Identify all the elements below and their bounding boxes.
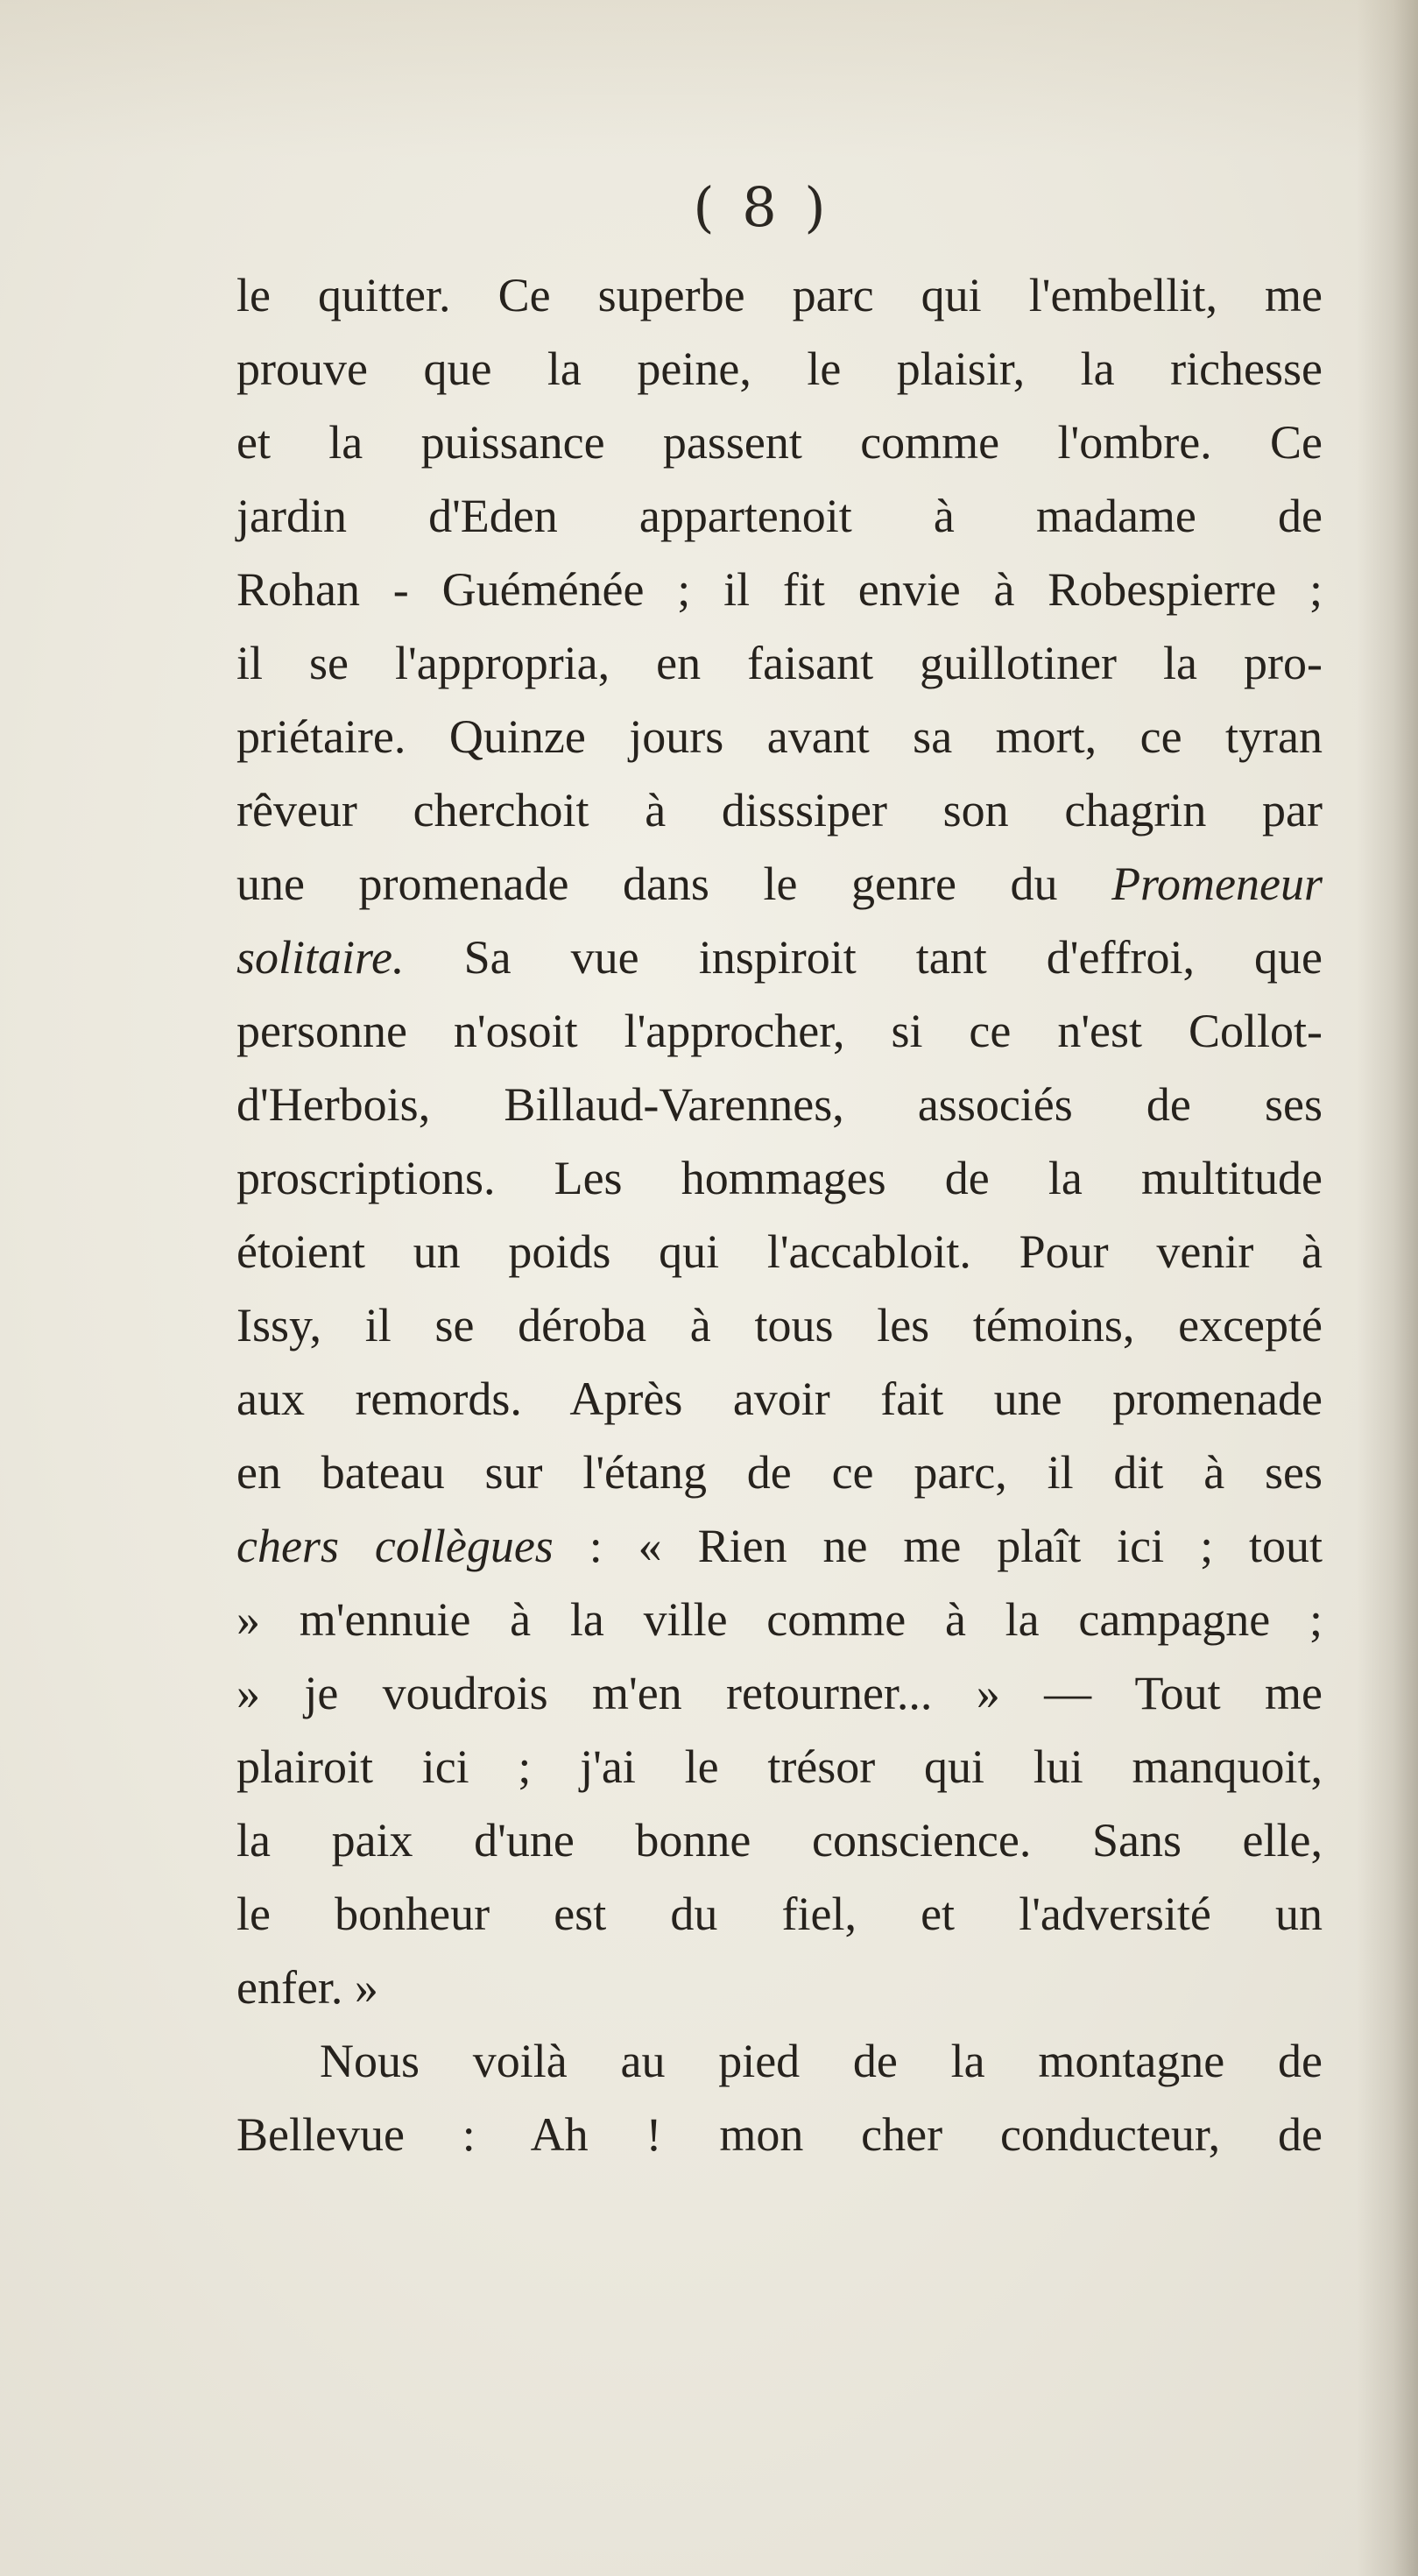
body-text	[236, 258, 1323, 2171]
text-line: et la puissance passent comme l'ombre. Ce	[236, 416, 1323, 469]
text-line: prouve que la peine, le plaisir, la richesse	[236, 342, 1323, 395]
text-line: aux remords. Après avoir fait une promenade	[236, 1373, 1323, 1425]
text-line: le quitter. Ce superbe parc qui l'embellit, me	[236, 269, 1323, 321]
text-segment: : « Rien ne me plaît ici ; tout	[589, 1520, 1323, 1572]
text-line: rêveur cherchoit à disssiper son chagrin par	[236, 784, 1323, 836]
text-line: le bonheur est du fiel, et l'adversité un	[236, 1888, 1323, 1940]
text-line: » m'ennuie à la ville comme à la campagne ;	[236, 1593, 1323, 1646]
text-line: personne n'osoit l'approcher, si ce n'est Collot-	[236, 1005, 1323, 1057]
italic-title: Promeneur	[1111, 857, 1323, 910]
text-segment: une promenade dans le genre du	[236, 857, 1058, 910]
italic-title: solitaire.	[236, 931, 405, 984]
text-line: il se l'appropria, en faisant guillotiner la pro-	[236, 637, 1323, 689]
text-line: » je voudrois m'en retourner... » — Tout me	[236, 1667, 1323, 1719]
text-line: enfer. »	[236, 1961, 378, 2014]
text-line-mixed	[236, 847, 1323, 921]
italic-phrase: chers collègues	[236, 1520, 554, 1572]
text-line: proscriptions. Les hommages de la multitude	[236, 1152, 1323, 1204]
text-line: la paix d'une bonne conscience. Sans elle,	[236, 1814, 1323, 1867]
text-line: Bellevue : Ah ! mon cher conducteur, de	[236, 2108, 1323, 2161]
text-line: Rohan - Guéménée ; il fit envie à Robespierre ;	[236, 563, 1323, 616]
text-line: jardin d'Eden appartenoit à madame de	[236, 490, 1323, 542]
text-line-mixed	[236, 1509, 1323, 1583]
text-segment: Sa vue inspiroit tant d'effroi, que	[463, 931, 1323, 984]
text-line: étoient un poids qui l'accabloit. Pour venir à	[236, 1225, 1323, 1278]
text-line: plairoit ici ; j'ai le trésor qui lui manquoit,	[236, 1740, 1323, 1793]
page-number: ( 8 )	[693, 175, 831, 239]
text-line: Issy, il se déroba à tous les témoins, excepté	[236, 1299, 1323, 1352]
text-line: priétaire. Quinze jours avant sa mort, ce tyran	[236, 710, 1323, 763]
text-line: en bateau sur l'étang de ce parc, il dit à ses	[236, 1446, 1323, 1499]
text-line: d'Herbois, Billaud-Varennes, associés de ses	[236, 1078, 1323, 1131]
text-line-paragraph-start: Nous voilà au pied de la montagne de	[320, 2035, 1323, 2087]
text-line-mixed	[236, 921, 1323, 994]
